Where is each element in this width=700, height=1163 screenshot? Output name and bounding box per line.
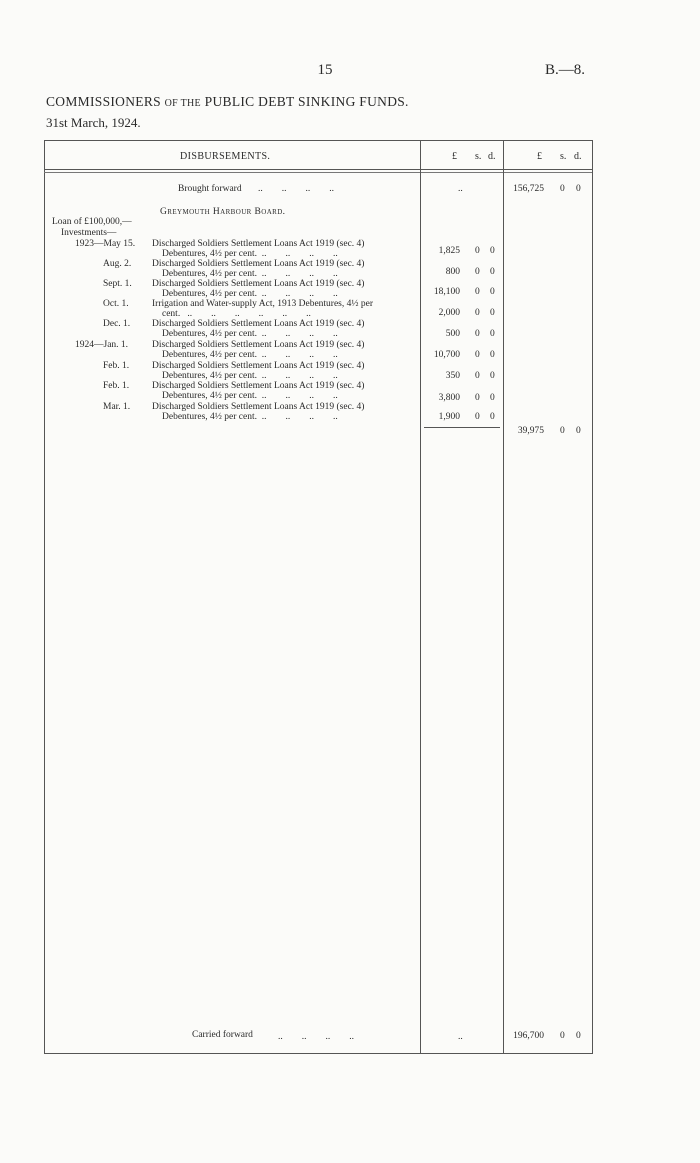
- entry-date: Oct. 1.: [103, 299, 129, 309]
- col2-d-head: d.: [574, 151, 582, 162]
- entry-d: 0: [490, 350, 495, 360]
- entry-line1: Discharged Soldiers Settlement Loans Act 1919 (sec. 4): [152, 402, 365, 412]
- entry-pounds: 2,000: [438, 308, 460, 318]
- entry-line2: Debentures, 4½ per cent. .. .. .. ..: [162, 350, 338, 360]
- entry-d: 0: [490, 308, 495, 318]
- title-part-a: COMMISSIONERS: [46, 94, 161, 109]
- entry-line1: Discharged Soldiers Settlement Loans Act 1919 (sec. 4): [152, 279, 365, 289]
- carried-forward-d: 0: [576, 1031, 581, 1041]
- carried-forward-leader: .. .. .. ..: [278, 1032, 354, 1042]
- entry-pounds: 350: [445, 371, 460, 381]
- entry-date: 1924—Jan. 1.: [75, 340, 129, 350]
- entry-line1: Irrigation and Water-supply Act, 1913 Debentures, 4½ per: [152, 299, 374, 309]
- carried-forward-pounds: 196,700: [513, 1031, 544, 1041]
- col2-pound-head: £: [537, 151, 542, 162]
- entry-s: 0: [475, 308, 480, 318]
- entry-d: 0: [490, 246, 495, 256]
- entry-s: 0: [475, 412, 480, 422]
- column-divider-2: [503, 140, 504, 1053]
- entry-line2: Debentures, 4½ per cent. .. .. .. ..: [162, 329, 338, 339]
- entry-d: 0: [490, 287, 495, 297]
- entry-pounds: 3,800: [438, 393, 460, 403]
- entry-line1: Discharged Soldiers Settlement Loans Act 1919 (sec. 4): [152, 259, 365, 269]
- entry-d: 0: [490, 267, 495, 277]
- brought-forward-pounds: 156,725: [513, 184, 544, 194]
- report-title: [46, 94, 409, 110]
- entry-line1: Discharged Soldiers Settlement Loans Act 1919 (sec. 4): [152, 340, 365, 350]
- entry-line2: Debentures, 4½ per cent. .. .. .. ..: [162, 391, 338, 401]
- entry-line1: Discharged Soldiers Settlement Loans Act 1919 (sec. 4): [152, 361, 365, 371]
- entry-s: 0: [475, 246, 480, 256]
- entry-line1: Discharged Soldiers Settlement Loans Act 1919 (sec. 4): [152, 381, 365, 391]
- entry-s: 0: [475, 287, 480, 297]
- entry-date: Feb. 1.: [103, 381, 130, 391]
- entry-date: Aug. 2.: [103, 259, 132, 269]
- entry-line2: cent. .. .. .. .. .. ..: [162, 309, 311, 319]
- entry-line2: Debentures, 4½ per cent. .. .. .. ..: [162, 289, 338, 299]
- section-total-d: 0: [576, 426, 581, 436]
- entry-pounds: 18,100: [433, 287, 460, 297]
- header-rule: [44, 169, 592, 170]
- entry-line1: Discharged Soldiers Settlement Loans Act 1919 (sec. 4): [152, 319, 365, 329]
- col1-pound-head: £: [452, 151, 457, 162]
- carried-forward-s: 0: [560, 1031, 565, 1041]
- loan-label: Loan of £100,000,—: [52, 217, 132, 227]
- document-reference: B.—8.: [545, 62, 586, 78]
- entry-date: Dec. 1.: [103, 319, 131, 329]
- entry-line2: Debentures, 4½ per cent. .. .. .. ..: [162, 269, 338, 279]
- entry-d: 0: [490, 371, 495, 381]
- entry-line2: Debentures, 4½ per cent. .. .. .. ..: [162, 371, 338, 381]
- entry-pounds: 800: [445, 267, 460, 277]
- section-heading: Greymouth Harbour Board.: [160, 207, 286, 217]
- section-total-pounds: 39,975: [517, 426, 544, 436]
- entry-d: 0: [490, 412, 495, 422]
- investments-label: Investments—: [61, 228, 117, 238]
- section-total-s: 0: [560, 426, 565, 436]
- entry-pounds: 500: [445, 329, 460, 339]
- title-of-the: OF THE: [164, 98, 201, 109]
- entry-pounds: 1,900: [438, 412, 460, 422]
- entry-d: 0: [490, 329, 495, 339]
- entry-date: Feb. 1.: [103, 361, 130, 371]
- carried-forward-label: Carried forward: [192, 1030, 253, 1040]
- page-number: 15: [317, 62, 333, 78]
- report-date: 31st March, 1924.: [46, 115, 141, 130]
- brought-forward-label: Brought forward: [178, 184, 242, 194]
- col1-d-head: d.: [488, 151, 496, 162]
- brought-forward-col1: ..: [458, 184, 463, 194]
- entry-s: 0: [475, 371, 480, 381]
- entry-line1: Discharged Soldiers Settlement Loans Act 1919 (sec. 4): [152, 239, 365, 249]
- entry-pounds: 10,700: [433, 350, 460, 360]
- entry-pounds: 1,825: [438, 246, 460, 256]
- entry-s: 0: [475, 329, 480, 339]
- entry-s: 0: [475, 267, 480, 277]
- header-rule-double: [44, 172, 592, 173]
- col1-s-head: s.: [475, 151, 482, 162]
- entry-s: 0: [475, 393, 480, 403]
- entry-line2: Debentures, 4½ per cent. .. .. .. ..: [162, 412, 338, 422]
- entry-date: Mar. 1.: [103, 402, 131, 412]
- title-part-b: PUBLIC DEBT SINKING FUNDS.: [204, 94, 409, 109]
- entry-d: 0: [490, 393, 495, 403]
- entry-line2: Debentures, 4½ per cent. .. .. .. ..: [162, 249, 338, 259]
- brought-forward-leader: .. .. .. ..: [258, 184, 334, 194]
- entry-s: 0: [475, 350, 480, 360]
- carried-forward-col1: ..: [458, 1032, 463, 1042]
- brought-forward-s: 0: [560, 184, 565, 194]
- col2-s-head: s.: [560, 151, 567, 162]
- entry-date: Sept. 1.: [103, 279, 132, 289]
- brought-forward-d: 0: [576, 184, 581, 194]
- entry-date: 1923—May 15.: [75, 239, 136, 249]
- disbursements-heading: DISBURSEMENTS.: [180, 151, 271, 162]
